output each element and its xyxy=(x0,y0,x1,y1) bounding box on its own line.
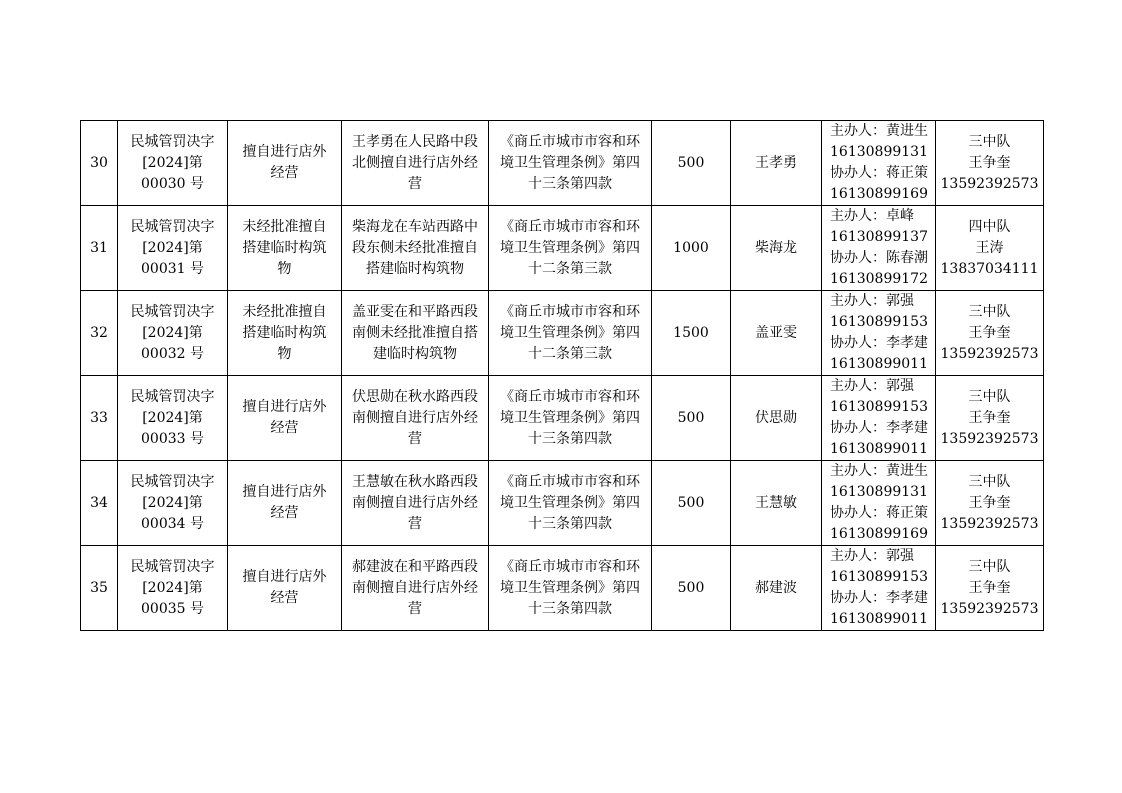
cell-decision-number xyxy=(118,376,228,461)
cell-handlers-line: 16130899011 xyxy=(830,441,928,457)
cell-handlers-line: 16130899169 xyxy=(830,186,928,202)
cell-number-text: 32 xyxy=(90,324,108,341)
cell-handlers xyxy=(822,546,936,631)
cell-decision-number-line: 民城管罚决字 xyxy=(130,303,215,320)
table-row xyxy=(81,121,1044,206)
cell-number-text: 35 xyxy=(90,579,108,596)
cell-violation-type xyxy=(228,376,342,461)
cell-decision-number-line: [2024]第 xyxy=(142,154,203,171)
cell-decision-number-line: 民城管罚决字 xyxy=(130,558,215,575)
cell-handlers-line: 16130899011 xyxy=(830,611,928,627)
cell-handlers-line: 16130899137 xyxy=(830,229,928,245)
cell-party-name xyxy=(731,546,822,631)
cell-legal-basis-line: 境卫生管理条例》第四 xyxy=(500,579,640,596)
cell-violation-type-line: 经营 xyxy=(270,165,299,181)
cell-handlers-line: 主办人：郭强 xyxy=(830,293,914,309)
cell-handlers-line: 协办人：蒋正策 xyxy=(830,505,928,521)
cell-legal-basis-line: 《商丘市城市市容和环 xyxy=(500,473,640,490)
cell-team-line: 13592392573 xyxy=(940,600,1039,617)
cell-violation-facts-line: 南侧擅自进行店外经 xyxy=(352,579,478,596)
cell-party-name-text: 王慧敏 xyxy=(755,494,797,511)
cell-handlers-line: 协办人：李孝建 xyxy=(830,590,928,606)
cell-handlers-line: 协办人：陈春潮 xyxy=(830,250,928,266)
cell-violation-type-line: 擅自进行店外 xyxy=(242,484,327,500)
cell-violation-type-line: 物 xyxy=(277,260,292,277)
cell-handlers-line: 16130899153 xyxy=(830,399,928,415)
cell-handlers-line: 主办人：郭强 xyxy=(830,548,914,564)
cell-legal-basis-line: 《商丘市城市市容和环 xyxy=(500,558,640,575)
cell-violation-type-line: 物 xyxy=(277,345,292,362)
cell-legal-basis xyxy=(489,461,652,546)
cell-legal-basis-line: 境卫生管理条例》第四 xyxy=(500,239,640,256)
cell-decision-number xyxy=(118,121,228,206)
cell-number xyxy=(81,121,118,206)
cell-fine-amount xyxy=(652,546,731,631)
cell-team-line: 三中队 xyxy=(968,303,1011,320)
cell-party-name xyxy=(731,461,822,546)
cell-team-line: 13592392573 xyxy=(940,345,1039,362)
cell-legal-basis-line: 境卫生管理条例》第四 xyxy=(500,324,640,341)
cell-number-text: 33 xyxy=(90,409,108,426)
cell-violation-type-line: 擅自进行店外 xyxy=(242,144,327,160)
cell-decision-number xyxy=(118,291,228,376)
cell-violation-facts-line: 盖亚雯在和平路西段 xyxy=(352,303,478,320)
table-row xyxy=(81,206,1044,291)
cell-team-line: 三中队 xyxy=(968,388,1011,405)
cell-handlers-line: 协办人：李孝建 xyxy=(830,335,928,351)
cell-violation-facts xyxy=(342,206,489,291)
cell-legal-basis xyxy=(489,291,652,376)
penalty-table xyxy=(80,120,1044,631)
cell-fine-amount-text: 500 xyxy=(677,409,705,426)
cell-party-name-text: 盖亚雯 xyxy=(755,324,797,341)
table-row xyxy=(81,291,1044,376)
cell-team xyxy=(936,376,1044,461)
cell-violation-type xyxy=(228,291,342,376)
cell-handlers-line: 主办人：郭强 xyxy=(830,378,914,394)
cell-handlers-line: 16130899011 xyxy=(830,356,928,372)
cell-violation-facts-line: 营 xyxy=(408,175,422,192)
cell-violation-facts-line: 段东侧未经批准擅自 xyxy=(352,239,478,256)
cell-team xyxy=(936,206,1044,291)
cell-number xyxy=(81,291,118,376)
cell-legal-basis-line: 《商丘市城市市容和环 xyxy=(500,133,640,150)
cell-violation-type-line: 经营 xyxy=(270,420,299,436)
cell-violation-type xyxy=(228,461,342,546)
cell-fine-amount xyxy=(652,206,731,291)
cell-decision-number-line: [2024]第 xyxy=(142,579,203,596)
cell-party-name xyxy=(731,206,822,291)
cell-fine-amount xyxy=(652,291,731,376)
cell-fine-amount-text: 500 xyxy=(677,154,705,171)
table-row xyxy=(81,546,1044,631)
cell-handlers xyxy=(822,291,936,376)
cell-handlers-line: 主办人：黄进生 xyxy=(830,123,928,139)
cell-team-line: 三中队 xyxy=(968,133,1011,150)
cell-team-line: 13592392573 xyxy=(940,175,1039,192)
cell-team-line: 三中队 xyxy=(968,473,1011,490)
cell-legal-basis-line: 十三条第四款 xyxy=(528,175,612,192)
cell-number xyxy=(81,206,118,291)
cell-fine-amount-text: 1000 xyxy=(673,239,709,256)
cell-violation-facts xyxy=(342,461,489,546)
cell-legal-basis xyxy=(489,546,652,631)
cell-decision-number-line: [2024]第 xyxy=(142,239,203,256)
cell-violation-facts-line: 建临时构筑物 xyxy=(373,345,457,362)
cell-violation-type xyxy=(228,121,342,206)
cell-decision-number-line: 民城管罚决字 xyxy=(130,473,215,490)
cell-party-name-text: 柴海龙 xyxy=(755,239,797,256)
cell-handlers-line: 16130899131 xyxy=(830,484,928,500)
cell-number xyxy=(81,461,118,546)
cell-team-line: 13592392573 xyxy=(940,515,1039,532)
cell-violation-facts-line: 南侧擅自进行店外经 xyxy=(352,409,478,426)
cell-violation-facts xyxy=(342,121,489,206)
cell-decision-number-line: [2024]第 xyxy=(142,494,203,511)
cell-team xyxy=(936,546,1044,631)
cell-violation-facts xyxy=(342,291,489,376)
cell-party-name-text: 伏思勋 xyxy=(755,409,797,426)
cell-legal-basis xyxy=(489,121,652,206)
cell-decision-number-line: 民城管罚决字 xyxy=(130,133,215,150)
cell-team xyxy=(936,461,1044,546)
cell-number-text: 31 xyxy=(90,239,108,256)
cell-party-name xyxy=(731,121,822,206)
cell-handlers-line: 协办人：蒋正策 xyxy=(830,165,928,181)
cell-team xyxy=(936,291,1044,376)
table-row xyxy=(81,376,1044,461)
cell-violation-type-line: 未经批准擅自 xyxy=(242,218,327,235)
cell-legal-basis-line: 境卫生管理条例》第四 xyxy=(500,494,640,511)
cell-legal-basis-line: 境卫生管理条例》第四 xyxy=(500,154,640,171)
cell-team-line: 三中队 xyxy=(968,558,1011,575)
cell-decision-number-line: [2024]第 xyxy=(142,409,203,426)
cell-violation-facts-line: 柴海龙在车站西路中 xyxy=(352,218,478,235)
cell-violation-facts-line: 北侧擅自进行店外经 xyxy=(352,154,478,171)
cell-decision-number-line: 00031 号 xyxy=(141,260,204,277)
cell-handlers-line: 协办人：李孝建 xyxy=(830,420,928,436)
cell-handlers-line: 16130899153 xyxy=(830,314,928,330)
cell-violation-facts-line: 郝建波在和平路西段 xyxy=(352,558,478,575)
cell-handlers-line: 16130899172 xyxy=(830,271,928,287)
cell-violation-facts-line: 南侧擅自进行店外经 xyxy=(352,494,478,511)
cell-legal-basis-line: 十三条第四款 xyxy=(528,600,612,617)
cell-legal-basis-line: 十二条第三款 xyxy=(528,260,612,277)
cell-party-name xyxy=(731,291,822,376)
cell-handlers-line: 16130899153 xyxy=(830,569,928,585)
cell-violation-facts-line: 王慧敏在秋水路西段 xyxy=(352,473,478,490)
cell-fine-amount xyxy=(652,121,731,206)
cell-violation-facts-line: 营 xyxy=(408,430,422,447)
cell-handlers xyxy=(822,376,936,461)
cell-number xyxy=(81,376,118,461)
cell-handlers xyxy=(822,461,936,546)
cell-legal-basis xyxy=(489,206,652,291)
cell-handlers-line: 16130899131 xyxy=(830,144,928,160)
cell-violation-type-line: 未经批准擅自 xyxy=(242,303,327,320)
cell-legal-basis xyxy=(489,376,652,461)
cell-team-line: 四中队 xyxy=(968,218,1011,235)
cell-team-line: 王争奎 xyxy=(968,579,1011,596)
cell-decision-number-line: 民城管罚决字 xyxy=(130,218,215,235)
cell-violation-facts-line: 营 xyxy=(408,515,422,532)
cell-team-line: 王争奎 xyxy=(968,154,1011,171)
cell-violation-type xyxy=(228,206,342,291)
cell-legal-basis-line: 十三条第四款 xyxy=(528,430,612,447)
cell-handlers-line: 主办人：黄进生 xyxy=(830,463,928,479)
cell-team xyxy=(936,121,1044,206)
cell-team-line: 王争奎 xyxy=(968,324,1011,341)
cell-number xyxy=(81,546,118,631)
cell-team-line: 13592392573 xyxy=(940,430,1039,447)
cell-fine-amount-text: 500 xyxy=(677,579,705,596)
cell-decision-number xyxy=(118,546,228,631)
cell-decision-number-line: 民城管罚决字 xyxy=(130,388,215,405)
cell-handlers xyxy=(822,121,936,206)
cell-violation-facts-line: 伏思勋在秋水路西段 xyxy=(352,388,478,405)
cell-decision-number-line: 00033 号 xyxy=(141,430,204,447)
cell-decision-number-line: 00032 号 xyxy=(141,345,204,362)
cell-fine-amount-text: 500 xyxy=(677,494,705,511)
cell-party-name-text: 郝建波 xyxy=(755,579,797,596)
cell-legal-basis-line: 《商丘市城市市容和环 xyxy=(500,303,640,320)
cell-party-name-text: 王孝勇 xyxy=(755,154,797,171)
cell-number-text: 30 xyxy=(90,154,108,171)
cell-violation-facts-line: 搭建临时构筑物 xyxy=(366,260,464,277)
cell-team-line: 王争奎 xyxy=(968,409,1011,426)
cell-handlers xyxy=(822,206,936,291)
cell-fine-amount xyxy=(652,376,731,461)
cell-team-line: 王涛 xyxy=(975,239,1004,256)
cell-decision-number-line: 00030 号 xyxy=(141,175,204,192)
cell-violation-facts-line: 营 xyxy=(408,600,422,617)
table-body xyxy=(81,121,1044,631)
cell-decision-number xyxy=(118,461,228,546)
cell-violation-type-line: 擅自进行店外 xyxy=(242,569,327,585)
cell-fine-amount xyxy=(652,461,731,546)
cell-decision-number xyxy=(118,206,228,291)
cell-legal-basis-line: 《商丘市城市市容和环 xyxy=(500,388,640,405)
cell-violation-type-line: 经营 xyxy=(270,590,299,606)
cell-violation-facts-line: 南侧未经批准擅自搭 xyxy=(352,324,478,341)
cell-team-line: 王争奎 xyxy=(968,494,1011,511)
cell-party-name xyxy=(731,376,822,461)
cell-team-line: 13837034111 xyxy=(940,260,1039,277)
cell-violation-type xyxy=(228,546,342,631)
cell-handlers-line: 主办人：卓峰 xyxy=(830,208,914,224)
cell-decision-number-line: 00035 号 xyxy=(141,600,204,617)
cell-violation-facts xyxy=(342,546,489,631)
table-row xyxy=(81,461,1044,546)
cell-legal-basis-line: 十三条第四款 xyxy=(528,515,612,532)
cell-legal-basis-line: 境卫生管理条例》第四 xyxy=(500,409,640,426)
cell-handlers-line: 16130899169 xyxy=(830,526,928,542)
cell-violation-type-line: 搭建临时构筑 xyxy=(242,324,327,341)
cell-violation-type-line: 搭建临时构筑 xyxy=(242,239,327,256)
cell-decision-number-line: [2024]第 xyxy=(142,324,203,341)
cell-fine-amount-text: 1500 xyxy=(673,324,709,341)
cell-number-text: 34 xyxy=(90,494,108,511)
cell-legal-basis-line: 《商丘市城市市容和环 xyxy=(500,218,640,235)
cell-violation-facts xyxy=(342,376,489,461)
cell-violation-type-line: 擅自进行店外 xyxy=(242,399,327,415)
cell-legal-basis-line: 十二条第三款 xyxy=(528,345,612,362)
cell-violation-facts-line: 王孝勇在人民路中段 xyxy=(352,133,478,150)
cell-violation-type-line: 经营 xyxy=(270,505,299,521)
cell-decision-number-line: 00034 号 xyxy=(141,515,204,532)
